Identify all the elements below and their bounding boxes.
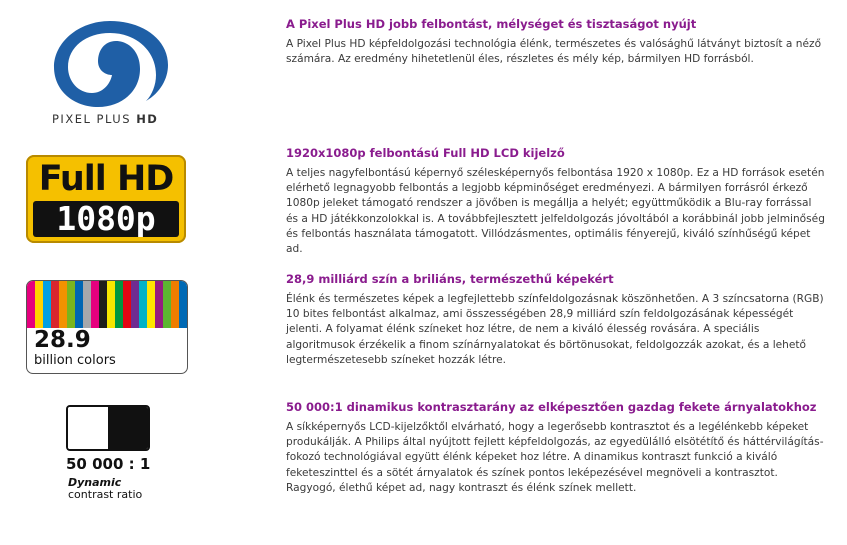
pixel-plus-swirl-icon bbox=[40, 15, 180, 110]
color-stripe bbox=[83, 281, 91, 328]
feature-heading: 50 000:1 dinamikus kontrasztarány az elképesztően gazdag fekete árnyalatokhoz bbox=[286, 400, 817, 414]
contrast-ratio-logo bbox=[64, 405, 164, 505]
feature-pixel-plus bbox=[286, 16, 826, 67]
color-stripe bbox=[51, 281, 59, 328]
color-stripe bbox=[43, 281, 51, 328]
resolution-text: 1080p bbox=[33, 201, 179, 237]
black-half bbox=[108, 407, 148, 449]
color-stripes bbox=[27, 281, 187, 328]
full-hd-text: Full HD bbox=[38, 159, 174, 199]
color-stripe bbox=[163, 281, 171, 328]
color-stripe bbox=[115, 281, 123, 328]
feature-heading: A Pixel Plus HD jobb felbontást, mélységet és tisztaságot nyújt bbox=[286, 17, 697, 31]
feature-billion-colors bbox=[286, 271, 826, 368]
feature-description: Élénk és természetes képek a legfejlettebb színfeldolgozásnak köszönhetően. A 3 színcsatorna (RGB) 10 bites felbontást alkalmaz, ami összességében 28,9 milliárd szín feldolgozásának képességét jelenti. A folyamat élénk színeket hoz létre, de nem a kiváló élesség rovására. A speciális algoritmusok érzékelik a finom színárnyalatokat és börtönusokat, feldolgozzák azokat, és a lehető legtermészetesebb színeket hozzák létre. bbox=[286, 293, 824, 366]
color-stripe bbox=[35, 281, 43, 328]
feature-heading: 28,9 milliárd szín a briliáns, természethű képekért bbox=[286, 272, 614, 286]
feature-heading: 1920x1080p felbontású Full HD LCD kijelző bbox=[286, 146, 565, 160]
full-hd-logo bbox=[26, 155, 186, 243]
contrast-number: 50 000 : 1 bbox=[66, 455, 151, 473]
color-stripe bbox=[67, 281, 75, 328]
billion-colors-logo bbox=[26, 280, 188, 374]
contrast-dynamic-label: Dynamic bbox=[68, 476, 122, 489]
feature-full-hd bbox=[286, 145, 826, 257]
colors-label: billion colors bbox=[34, 353, 116, 368]
color-stripe bbox=[91, 281, 99, 328]
color-stripe bbox=[27, 281, 35, 328]
feature-description: A teljes nagyfelbontású képernyő szélesképernyős felbontása 1920 x 1080p. Ez a HD források esetén elérhető legnagyobb felbontás a legjobb képminőséget eredményezi. A bármilyen forrásról érkező 1080p jeleket támogató rendszer a jövőben is megállja a helyét; együttműködik a Blu-ray forrással és a HD játékkonzolokkal is. A továbbfejlesztett jelfeldolgozás jóvoltából a korábbinál jobb jelminőség és felbontás használata támogatott. Villódzásmentes, optimális fényerejű, kiváló színhűségű képet ad. bbox=[286, 167, 825, 256]
color-stripe bbox=[139, 281, 147, 328]
color-stripe bbox=[75, 281, 83, 328]
color-stripe bbox=[131, 281, 139, 328]
feature-contrast bbox=[286, 399, 826, 496]
color-stripe bbox=[171, 281, 179, 328]
color-stripe bbox=[147, 281, 155, 328]
color-stripe bbox=[99, 281, 107, 328]
color-stripe bbox=[107, 281, 115, 328]
pixel-plus-hd-logo bbox=[40, 15, 180, 130]
feature-description: A síkképernyős LCD-kijelzőktől elvárható, hogy a legerősebb kontrasztot és a legélénkebb képeket produkálják. A Philips által nyújtott fejlett képfeldolgozás, az egyedülálló elsötétítő és háttérvilágítás-fokozó technológiával együtt élénk képeket hoz létre. A dinamikus kontraszt funkció a kiváló feketeszinttel és a sötét árnyalatok és színek pontos leképezésével megnöveli a kontrasztot. Ragyogó, élethű képet ad, nagy kontraszt és élénk színek mellett. bbox=[286, 421, 824, 494]
feature-description: A Pixel Plus HD képfeldolgozási technológia élénk, természetes és valósághű látványt biztosít a néző számára. Az eredmény hihetetlenül éles, részletes és mély kép, bármilyen HD forrásból. bbox=[286, 38, 822, 66]
color-stripe bbox=[155, 281, 163, 328]
pixel-plus-caption: PIXEL PLUS HD bbox=[52, 112, 159, 126]
color-stripe bbox=[59, 281, 67, 328]
contrast-box-icon bbox=[66, 405, 150, 451]
color-stripe bbox=[179, 281, 187, 328]
colors-number: 28.9 bbox=[34, 327, 91, 353]
contrast-ratio-label: contrast ratio bbox=[68, 488, 143, 501]
color-stripe bbox=[123, 281, 131, 328]
white-half bbox=[68, 407, 108, 449]
